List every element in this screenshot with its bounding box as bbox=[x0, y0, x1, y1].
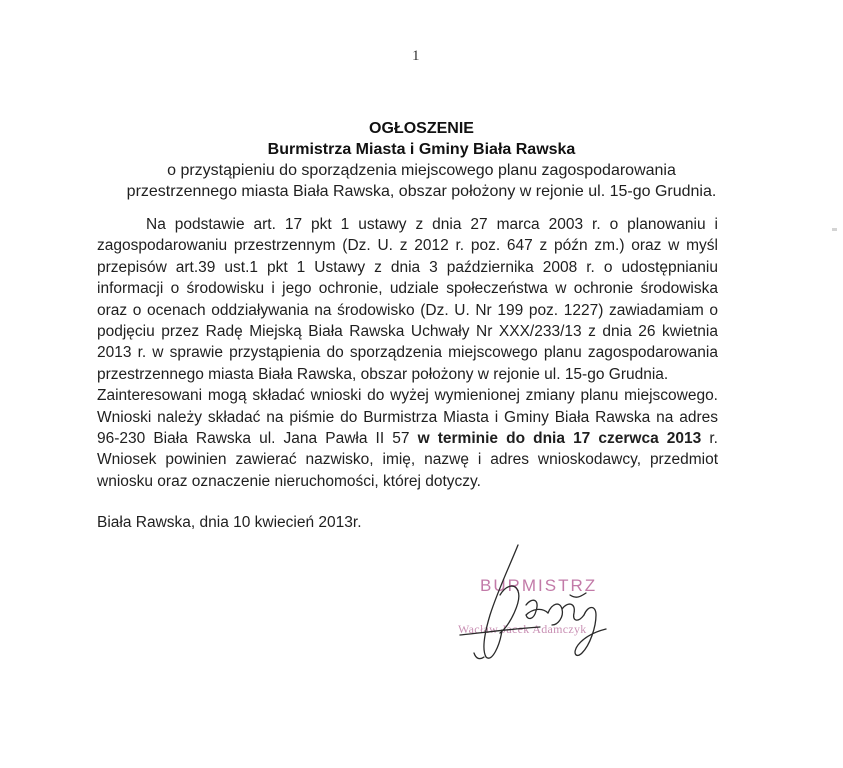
place-and-date: Biała Rawska, dnia 10 kwiecień 2013r. bbox=[97, 514, 362, 531]
signature-image bbox=[440, 535, 640, 670]
legal-basis-paragraph: Na podstawie art. 17 pkt 1 ustawy z dnia 27 marca 2003 r. o planowaniu i zagospodarowaniu przestrzennym (Dz. U. z 2012 r. poz. 647 z późn zm.) oraz w myśl przepisów art.39 ust.1 pkt 1 Ustawy z dnia 3 października 2008 r. o udostępnianiu informacji o środowisku i jego ochronie, udziale społeczeństwa w ochronie środowiska oraz o ocenach oddziaływania na środowisko (Dz. U. Nr 199 poz. 1227) zawiadamiam o podjęciu przez Radę Miejską Biała Rawska Uchwały Nr XXX/233/13 z dnia 26 kwietnia 2013 r. w sprawie przystąpienia do sporządzenia miejscowego planu zagospodarowania przestrzennego miasta Biała Rawska, obszar położony w rejonie ul. 15-go Grudnia. bbox=[97, 216, 718, 383]
announcement-description-line1: o przystąpieniu do sporządzenia miejscowego planu zagospodarowania bbox=[167, 162, 676, 179]
announcement-body bbox=[97, 214, 718, 492]
stamp-title: BURMISTRZ bbox=[480, 576, 598, 595]
submission-paragraph bbox=[97, 385, 718, 492]
stamp-name: Wacław Jacek Adamczyk bbox=[458, 622, 587, 636]
submission-requirements-text: r. Wniosek powinien zawierać nazwisko, imię, nazwę i adres wnioskodawcy, przedmiot wniosku oraz oznaczenie nieruchomości, której dotyczy. bbox=[97, 430, 718, 490]
announcement-title: OGŁOSZENIE bbox=[369, 120, 474, 137]
deadline-text: w terminie do dnia 17 czerwca 2013 bbox=[417, 430, 702, 448]
announcement-subtitle: Burmistrza Miasta i Gminy Biała Rawska bbox=[267, 141, 576, 158]
submission-text: Zainteresowani mogą składać wnioski do wyżej wymienionej zmiany planu miejscowego. Wnioski należy składać na piśmie do Burmistrza Miasta i Gminy Biała Rawska na adres 96-230 Biała Rawska ul. Jana Pawła II 57 bbox=[97, 387, 718, 448]
page-number: 1 bbox=[412, 48, 420, 64]
scan-mark bbox=[832, 228, 837, 231]
announcement-heading bbox=[0, 118, 843, 202]
announcement-description-line2: przestrzennego miasta Biała Rawska, obszar położony w rejonie ul. 15-go Grudnia. bbox=[126, 183, 717, 200]
